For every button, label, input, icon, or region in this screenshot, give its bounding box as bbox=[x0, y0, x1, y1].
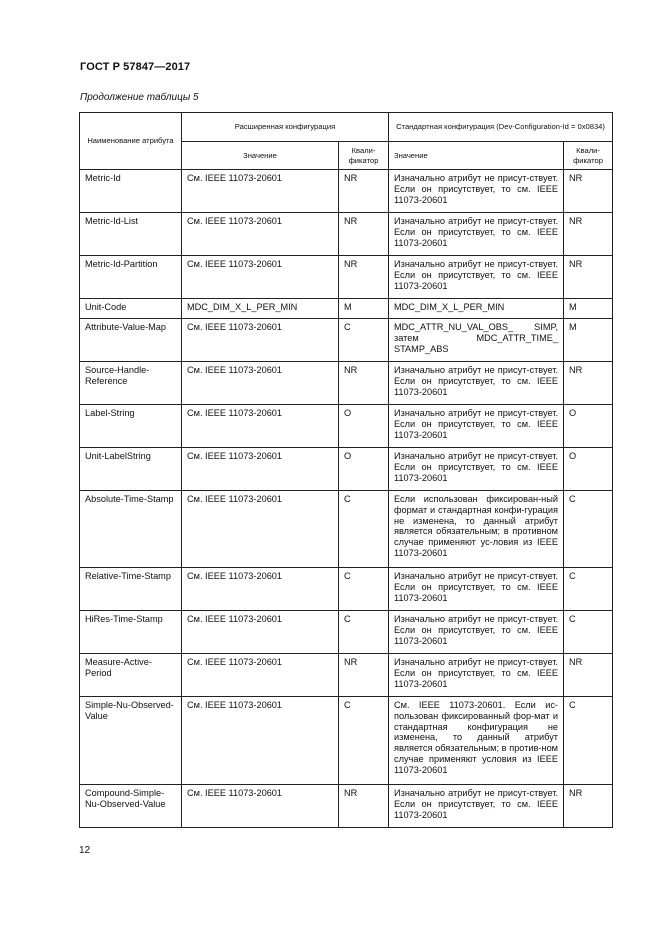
std-qualifier: M bbox=[564, 319, 613, 362]
ext-qualifier: NR bbox=[339, 170, 389, 213]
table-row bbox=[80, 213, 613, 256]
ext-value: См. IEEE 11073-20601 bbox=[182, 213, 339, 256]
std-qualifier: NR bbox=[564, 170, 613, 213]
header-attribute-name: Наименование атрибута bbox=[80, 113, 182, 170]
std-value: Изначально атрибут не присут-ствует. Если он присутствует, то см. IEEE 11073-20601 bbox=[389, 256, 564, 299]
std-qualifier: C bbox=[564, 611, 613, 654]
ext-qualifier: C bbox=[339, 611, 389, 654]
std-qualifier: O bbox=[564, 448, 613, 491]
table-row bbox=[80, 568, 613, 611]
ext-qualifier: NR bbox=[339, 362, 389, 405]
attribute-name: Attribute-Value-Map bbox=[80, 319, 182, 362]
table-caption: Продолжение таблицы 5 bbox=[80, 92, 199, 103]
attribute-name: Simple-Nu-Observed-Value bbox=[80, 697, 182, 785]
ext-qualifier: NR bbox=[339, 213, 389, 256]
attribute-name: Metric-Id bbox=[80, 170, 182, 213]
attribute-name: Absolute-Time-Stamp bbox=[80, 491, 182, 568]
ext-qualifier: C bbox=[339, 697, 389, 785]
attribute-name: Unit-LabelString bbox=[80, 448, 182, 491]
ext-qualifier: M bbox=[339, 299, 389, 319]
ext-qualifier: C bbox=[339, 568, 389, 611]
std-qualifier: NR bbox=[564, 654, 613, 697]
std-qualifier: NR bbox=[564, 213, 613, 256]
std-value: MDC_ATTR_NU_VAL_OBS_ SIMP, затем MDC_ATTR_TIME_ STAMP_ABS bbox=[389, 319, 564, 362]
attribute-name: Unit-Code bbox=[80, 299, 182, 319]
std-value: Изначально атрибут не присут-ствует. Если он присутствует, то см. IEEE 11073-20601 bbox=[389, 654, 564, 697]
page-number: 12 bbox=[79, 845, 91, 856]
ext-value: См. IEEE 11073-20601 bbox=[182, 654, 339, 697]
table-row bbox=[80, 256, 613, 299]
ext-qualifier: NR bbox=[339, 256, 389, 299]
header-std-qualifier: Квали-фикатор bbox=[564, 142, 613, 170]
ext-qualifier: C bbox=[339, 491, 389, 568]
ext-value: См. IEEE 11073-20601 bbox=[182, 448, 339, 491]
std-qualifier: NR bbox=[564, 362, 613, 405]
ext-qualifier: NR bbox=[339, 654, 389, 697]
std-value: Изначально атрибут не присут-ствует. Если он присутствует, то см. IEEE 11073-20601 bbox=[389, 568, 564, 611]
std-qualifier: NR bbox=[564, 785, 613, 828]
ext-value: См. IEEE 11073-20601 bbox=[182, 170, 339, 213]
header-extended-config: Расширенная конфигурация bbox=[182, 113, 389, 142]
table-row bbox=[80, 170, 613, 213]
table-row bbox=[80, 362, 613, 405]
attributes-table bbox=[79, 112, 613, 828]
table-row bbox=[80, 299, 613, 319]
attribute-name: Label-String bbox=[80, 405, 182, 448]
ext-value: См. IEEE 11073-20601 bbox=[182, 785, 339, 828]
std-value: Если использован фиксирован-ный формат и стандартная конфи-гурация не изменена, то данный атрибут является обязательным; в противном случае применяют ус-ловия из IEEE 11073-20601 bbox=[389, 491, 564, 568]
table-row bbox=[80, 491, 613, 568]
table-row bbox=[80, 405, 613, 448]
std-value: Изначально атрибут не присут-ствует. Если он присутствует, то см. IEEE 11073-20601 bbox=[389, 785, 564, 828]
std-value: См. IEEE 11073-20601. Если ис-пользован фиксированный фор-мат и стандартная конфигурация не изменена, то данный атрибут является обязательным; в против-ном случае применяют условия из IEEE 11073-20601 bbox=[389, 697, 564, 785]
table-row bbox=[80, 785, 613, 828]
table-row bbox=[80, 448, 613, 491]
ext-qualifier: NR bbox=[339, 785, 389, 828]
ext-qualifier: C bbox=[339, 319, 389, 362]
std-value: Изначально атрибут не присут-ствует. Если он присутствует, то см. IEEE 11073-20601 bbox=[389, 448, 564, 491]
std-qualifier: M bbox=[564, 299, 613, 319]
attribute-name: Compound-Simple-Nu-Observed-Value bbox=[80, 785, 182, 828]
table-row bbox=[80, 611, 613, 654]
std-qualifier: C bbox=[564, 568, 613, 611]
ext-qualifier: O bbox=[339, 405, 389, 448]
std-value: Изначально атрибут не присут-ствует. Если он присутствует, то см. IEEE 11073-20601 bbox=[389, 362, 564, 405]
ext-value: См. IEEE 11073-20601 bbox=[182, 405, 339, 448]
table-row bbox=[80, 654, 613, 697]
ext-value: См. IEEE 11073-20601 bbox=[182, 491, 339, 568]
std-value: MDC_DIM_X_L_PER_MIN bbox=[389, 299, 564, 319]
std-qualifier: NR bbox=[564, 256, 613, 299]
ext-value: См. IEEE 11073-20601 bbox=[182, 256, 339, 299]
attribute-name: Source-Handle-Reference bbox=[80, 362, 182, 405]
attribute-name: Metric-Id-Partition bbox=[80, 256, 182, 299]
header-std-value: Значение bbox=[389, 142, 564, 170]
ext-value: См. IEEE 11073-20601 bbox=[182, 611, 339, 654]
std-qualifier: O bbox=[564, 405, 613, 448]
ext-value: См. IEEE 11073-20601 bbox=[182, 319, 339, 362]
ext-value: См. IEEE 11073-20601 bbox=[182, 568, 339, 611]
header-standard-config: Стандартная конфигурация (Dev-Configuration-Id = 0x0834) bbox=[389, 113, 613, 142]
std-value: Изначально атрибут не присут-ствует. Если он присутствует, то см. IEEE 11073-20601 bbox=[389, 405, 564, 448]
ext-value: MDC_DIM_X_L_PER_MIN bbox=[182, 299, 339, 319]
standard-title: ГОСТ Р 57847—2017 bbox=[80, 61, 191, 73]
ext-value: См. IEEE 11073-20601 bbox=[182, 362, 339, 405]
attribute-name: HiRes-Time-Stamp bbox=[80, 611, 182, 654]
std-value: Изначально атрибут не присут-ствует. Если он присутствует, то см. IEEE 11073-20601 bbox=[389, 170, 564, 213]
std-qualifier: C bbox=[564, 697, 613, 785]
header-ext-qualifier: Квали-фикатор bbox=[339, 142, 389, 170]
ext-qualifier: O bbox=[339, 448, 389, 491]
attribute-name: Metric-Id-List bbox=[80, 213, 182, 256]
attribute-name: Measure-Active-Period bbox=[80, 654, 182, 697]
std-value: Изначально атрибут не присут-ствует. Если он присутствует, то см. IEEE 11073-20601 bbox=[389, 213, 564, 256]
attribute-name: Relative-Time-Stamp bbox=[80, 568, 182, 611]
ext-value: См. IEEE 11073-20601 bbox=[182, 697, 339, 785]
std-value: Изначально атрибут не присут-ствует. Если он присутствует, то см. IEEE 11073-20601 bbox=[389, 611, 564, 654]
table-row bbox=[80, 319, 613, 362]
std-qualifier: C bbox=[564, 491, 613, 568]
table-row bbox=[80, 697, 613, 785]
header-ext-value: Значение bbox=[182, 142, 339, 170]
